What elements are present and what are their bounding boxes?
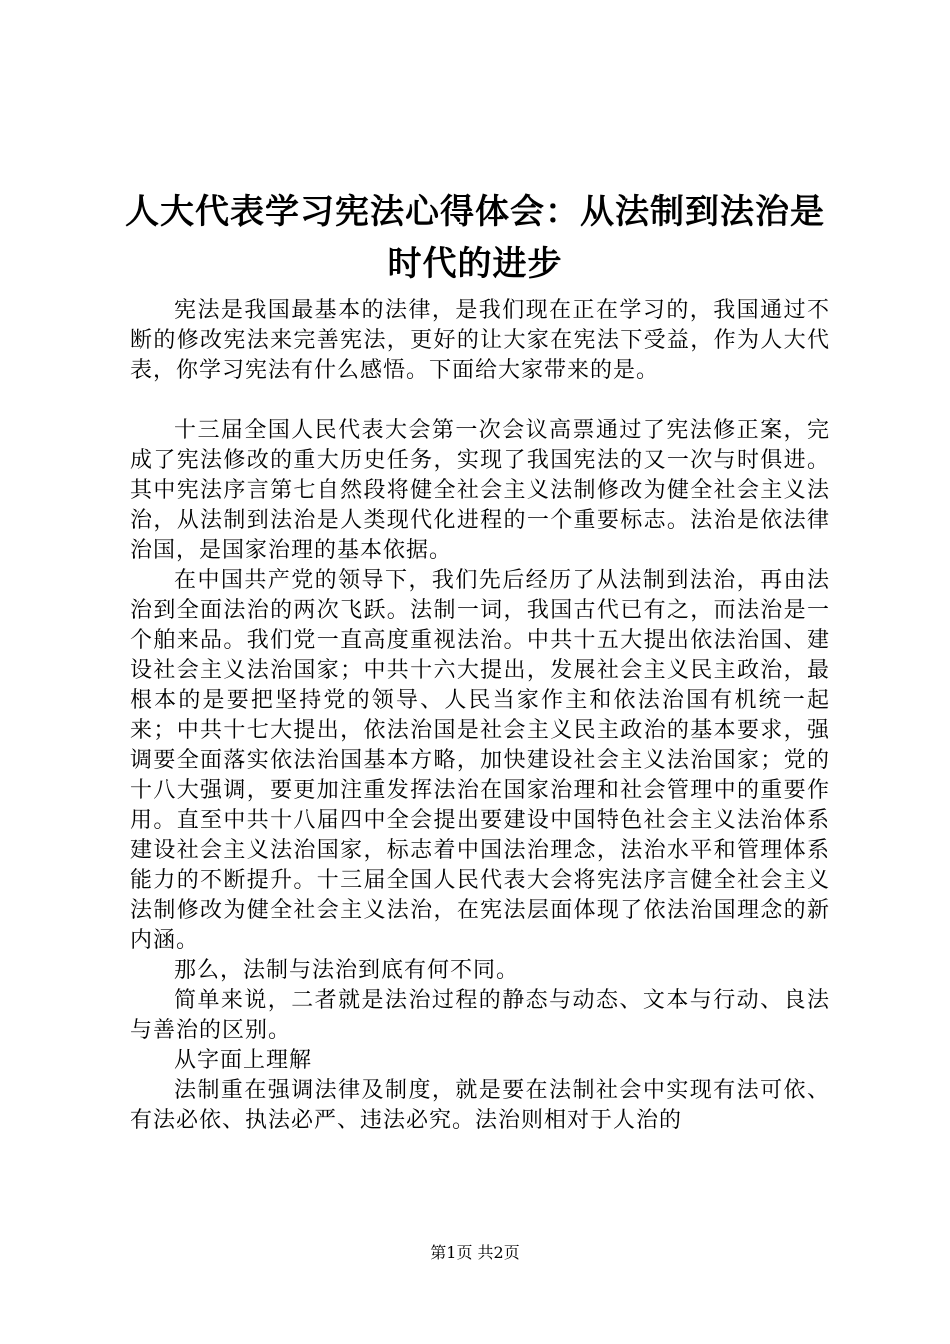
paragraph-amendment: 十三届全国人民代表大会第一次会议高票通过了宪法修正案，完成了宪法修改的重大历史任务，实现了我国宪法的又一次与时俱进。其中宪法序言第七自然段将健全社会主义法制修改为健全社会主义法治，从法制到法治是人类现代化进程的一个重要标志。法治是依法律治国，是国家治理的基本依据。 <box>130 418 830 563</box>
document-body <box>130 296 830 1136</box>
paragraph-difference: 简单来说，二者就是法治过程的静态与动态、文本与行动、良法与善治的区别。 <box>130 988 830 1043</box>
page-number-footer: 第1页 共2页 <box>430 1243 520 1262</box>
paragraph-definition: 法制重在强调法律及制度，就是要在法制社会中实现有法可依、有法必依、执法必严、违法必究。法治则相对于人治的 <box>130 1078 830 1133</box>
paragraph-intro: 宪法是我国最基本的法律，是我们现在正在学习的，我国通过不断的修改宪法来完善宪法，更好的让大家在宪法下受益，作为人大代表，你学习宪法有什么感悟。下面给大家带来的是。 <box>130 298 830 383</box>
document-title: 人大代表学习宪法心得体会：从法制到法治是时代的进步 <box>125 192 825 284</box>
paragraph-history: 在中国共产党的领导下，我们先后经历了从法制到法治，再由法治到全面法治的两次飞跃。法制一词，我国古代已有之，而法治是一个舶来品。我们党一直高度重视法治。中共十五大提出依法治国、建设社会主义法治国家；中共十六大提出，发展社会主义民主政治，最根本的是要把坚持党的领导、人民当家作主和依法治国有机统一起来；中共十七大提出，依法治国是社会主义民主政治的基本要求，强调要全面落实依法治国基本方略，加快建设社会主义法治国家；党的十八大强调，要更加注重发挥法治在国家治理和社会管理中的重要作用。直至中共十八届四中全会提出要建设中国特色社会主义法治体系建设社会主义法治国家，标志着中国法治理念，法治水平和管理体系能力的不断提升。十三届全国人民代表大会将宪法序言健全社会主义法制修改为健全社会主义法治，在宪法层面体现了依法治国理念的新内涵。 <box>130 568 830 953</box>
paragraph-question: 那么，法制与法治到底有何不同。 <box>174 958 520 983</box>
paragraph-literal: 从字面上理解 <box>174 1048 313 1073</box>
